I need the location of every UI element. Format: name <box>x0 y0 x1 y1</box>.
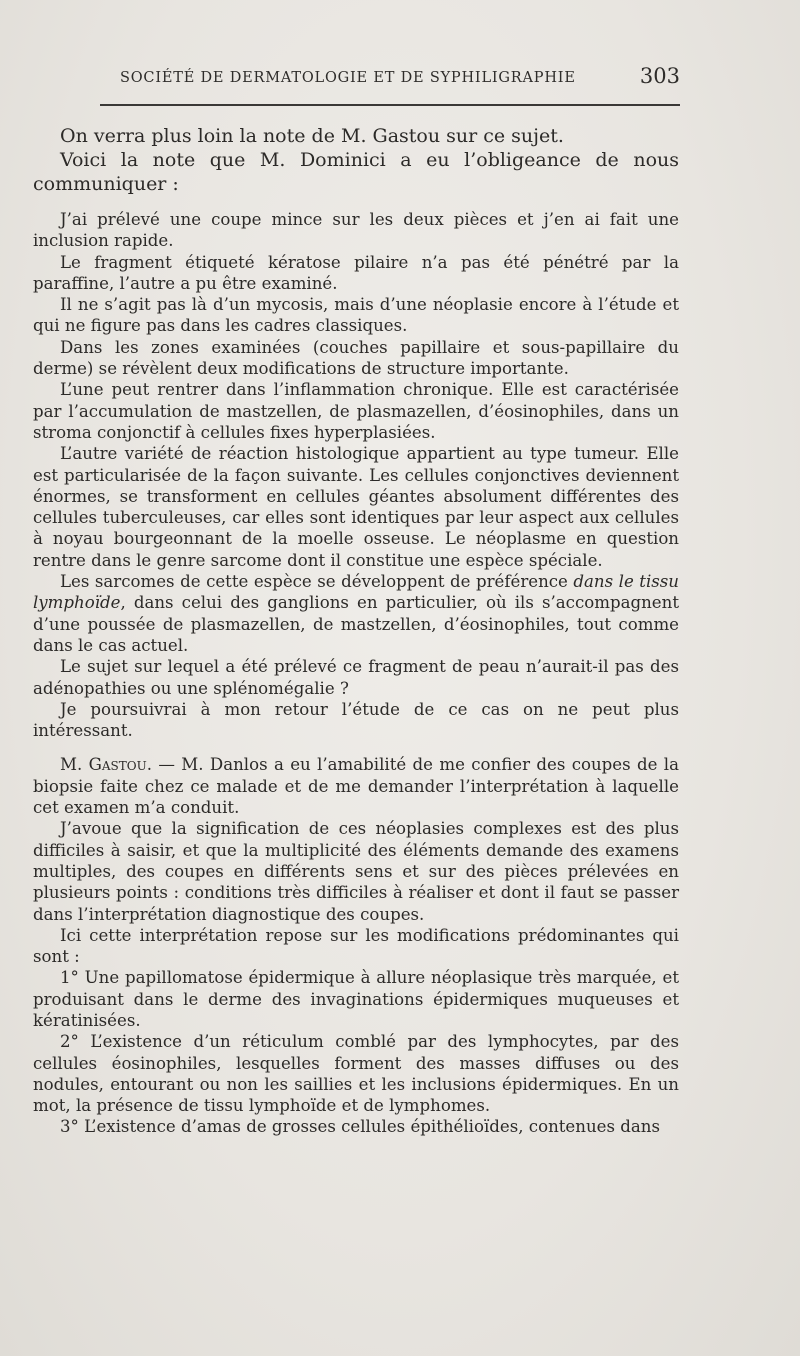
gastou-section <box>33 754 679 1137</box>
gastou-paragraph-1-text: . — M. Danlos a eu l’amabilité de me confier des coupes de la biopsie faite chez ce malade et de me demander l’interprétation à laquelle cet examen m’a conduit. <box>33 755 679 818</box>
speaker-prefix: M. <box>60 755 89 775</box>
page-body <box>33 124 679 1138</box>
note-paragraph-4: Dans les zones examinées (couches papillaire et sous-papillaire du derme) se révèlent deux modifications de structure importante. <box>33 337 679 379</box>
note-paragraph-3: Il ne s’agit pas là d’un mycosis, mais d’une néoplasie encore à l’étude et qui ne figure pas dans les cadres classiques. <box>33 295 679 336</box>
note-paragraph-1: J’ai prélevé une coupe mince sur les deux pièces et j’en ai fait une inclusion rapide. <box>33 210 679 251</box>
header-rule <box>100 104 680 106</box>
gastou-paragraph-6: 3° L’existence d’amas de grosses cellules épithélioïdes, contenues dans <box>60 1117 660 1137</box>
gastou-paragraph-3: Ici cette interprétation repose sur les modifications prédominantes qui sont : <box>33 925 679 967</box>
page-number: 303 <box>639 64 680 88</box>
note-paragraph-7-end: , dans celui des ganglions en particulier, où ils s’accompagnent d’une poussée de plasmazellen, de mastzellen, d’éosinophiles, tout comme dans le cas actuel. <box>33 593 679 655</box>
section-gap <box>33 741 679 754</box>
gastou-paragraph-5: 2° L’existence d’un réticulum comblé par des lymphocytes, par des cellules éosinophiles, lesquelles forment des masses diffuses ou des nodules, entourant ou non les saillies et les inclusions épidermiques. En un mot, la présence de tissu lymphoïde et de lymphomes. <box>33 1032 679 1116</box>
dominici-note <box>33 209 679 741</box>
note-paragraph-2: Le fragment étiqueté kératose pilaire n’a pas été pénétré par la paraffine, l’autre a pu être examiné. <box>33 252 679 293</box>
speaker-name: Gastou <box>88 755 147 775</box>
note-paragraph-7-start: Les sarcomes de cette espèce se développent de préférence <box>60 572 574 592</box>
running-title: SOCIÉTÉ DE DERMATOLOGIE ET DE SYPHILIGRAPHIE <box>120 70 576 86</box>
gastou-paragraph-1 <box>33 754 679 818</box>
page-header <box>60 66 680 96</box>
gastou-paragraph-2: J’avoue que la signification de ces néoplasies complexes est des plus difficiles à saisir, et que la multiplicité des éléments demande des examens multiples, des coupes en différents sens et sur des pièces prélevées en plusieurs points : conditions très difficiles à réaliser et dont il faut se passer dans l’interprétation diagnostique des coupes. <box>33 819 679 924</box>
note-paragraph-7-italic: dans le tissu lymphoïde <box>33 572 679 613</box>
section-gap <box>33 196 679 209</box>
note-paragraph-9: Je poursuivrai à mon retour l’étude de ce cas on ne peut plus intéressant. <box>33 699 679 741</box>
note-paragraph-7 <box>33 571 679 656</box>
intro-paragraph-1: On verra plus loin la note de M. Gastou sur ce sujet. <box>60 125 564 147</box>
note-paragraph-5: L’une peut rentrer dans l’inflammation chronique. Elle est caractérisée par l’accumulation de mastzellen, de plasmazellen, d’éosinophiles, dans un stroma conjonctif à cellules fixes hyperplasiées. <box>33 380 679 442</box>
note-paragraph-8: Le sujet sur lequel a été prélevé ce fragment de peau n’aurait-il pas des adénopathies ou une splénomégalie ? <box>33 657 679 698</box>
gastou-paragraph-4: 1° Une papillomatose épidermique à allure néoplasique très marquée, et produisant dans le derme des invaginations épidermiques muqueuses et kératinisées. <box>33 968 679 1030</box>
intro-paragraph-2: Voici la note que M. Dominici a eu l’obligeance de nous communiquer : <box>33 149 679 195</box>
note-paragraph-6: L’autre variété de réaction histologique appartient au type tumeur. Elle est particularisée de la façon suivante. Les cellules conjonctives deviennent énormes, se transforment en cellules géantes absolument différentes des cellules tuberculeuses, car elles sont identiques par leur aspect aux cellules à noyau bourgeonnant de la moelle osseuse. Le néoplasme en question rentre dans le genre sarcome dont il constitue une espèce spéciale. <box>33 444 679 570</box>
